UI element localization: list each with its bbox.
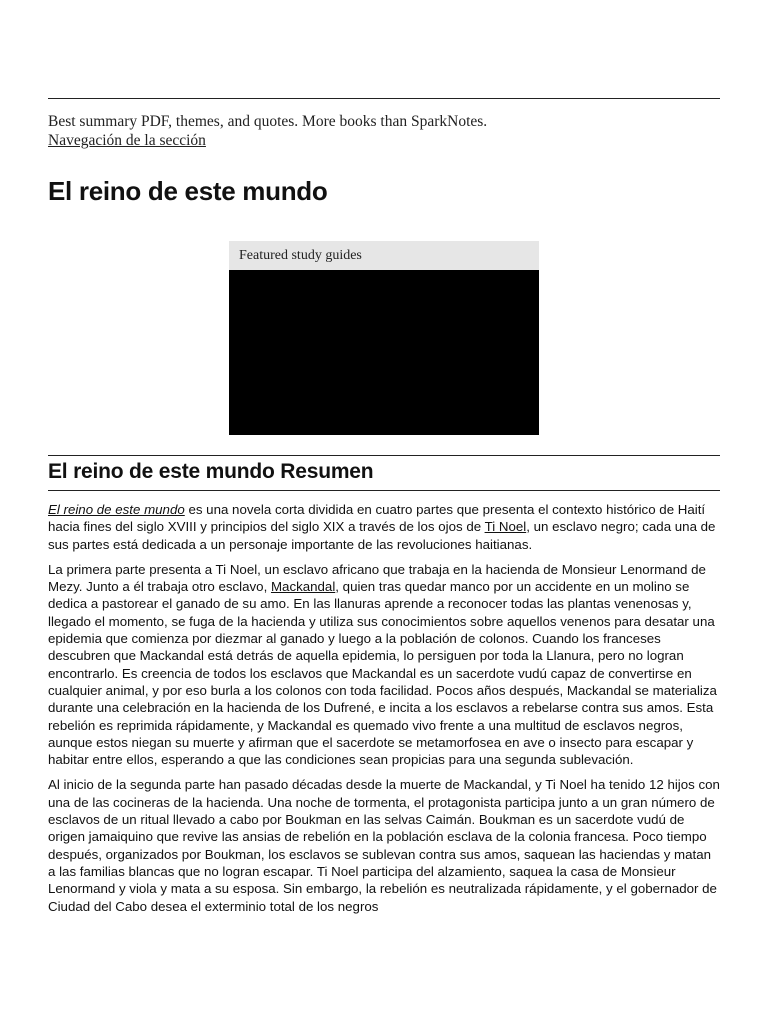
summary-heading: El reino de este mundo Resumen (48, 460, 374, 483)
featured-study-guides[interactable] (229, 241, 539, 435)
summary-paragraph-2 (48, 561, 720, 769)
featured-study-guides-label: Featured study guides (229, 241, 539, 270)
book-title-link[interactable]: El reino de este mundo (48, 502, 185, 517)
summary-bottom-divider (48, 490, 720, 491)
summary-paragraph-1 (48, 501, 720, 553)
summary-body (48, 501, 720, 923)
mackandal-link[interactable]: Mackandal (270, 579, 336, 595)
summary-paragraph-3: Al inicio de la segunda parte han pasado décadas desde la muerte de Mackandal, y Ti Noel ha tenido 12 hijos con una de las cocineras de la hacienda. Una noche de tormenta, el protagonista participa junto a un gran número de esclavos de un ritual llevado a cabo por Boukman en las selvas Caimán. Boukman es un sacerdote vudú de origen jamaiquino que revive las ansias de rebelión en la población esclava de la colonia francesa. Poco tiempo después, organizados por Boukman, los esclavos se sublevan contra sus amos, saquean las haciendas y matan a las familias blancas que no logran escapar. Ti Noel participa del alzamiento, saquea la casa de Monsieur Lenormand y viola y mata a su esposa. Sin embargo, la rebelión es neutralizada rápidamente, y el gobernador de Ciudad del Cabo desea el exterminio total de los negros (48, 777, 720, 914)
section-navigation-link[interactable]: Navegación de la sección (48, 132, 206, 149)
summary-top-divider (48, 455, 720, 456)
featured-video-area[interactable] (229, 270, 539, 435)
paragraph-2-text-a: La primera parte presenta a Ti Noel, un esclavo africano que trabaja en la hacienda de Monsieur Lenormand de Mezy. Junto a él trabaja otro esclavo, (48, 561, 706, 595)
site-tagline: Best summary PDF, themes, and quotes. More books than SparkNotes. (48, 113, 488, 130)
paragraph-1-text-a: es una novela corta dividida en cuatro partes que presenta el contexto histórico de Haití hacia fines del siglo XVIII y principios del siglo XIX a través de los ojos de (48, 502, 706, 535)
paragraph-2-text-b: , quien tras quedar manco por un accidente en un molino se dedica a pastorear el ganado de su amo. En las llanuras aprende a reconocer todas las plantas venenosas y, llegado el momento, se fuga de la hacienda y utiliza sus conocimientos sobre aquellos venenos para desatar una epidemia que comienza por diezmar al ganado y luego a la población de colonos. Cuando los franceses descubren que Mackandal está detrás de aquella epidemia, lo persiguen por toda la Llanura, pero no logran encontrarlo. Es creencia de todos los esclavos que Mackandal es un sacerdote vudú capaz de convertirse en cualquier animal, y por eso burla a los colonos con toda facilidad. Pocos años después, Mackandal se materializa durante una celebración en la hacienda de los Dufrené, e incita a los esclavos a rebelarse contra sus amos. Esta rebelión es reprimida rápidamente, y Mackandal es quemado vivo frente a una multitud de esclavos negros, aunque estos niegan su muerte y afirman que el sacerdote se metamorfosea en ave o insecto para escapar y habitar entre ellos, esperando a que las condiciones sean propicias para una segunda sublevación. (48, 579, 717, 768)
page-title: El reino de este mundo (48, 176, 328, 206)
top-divider (48, 98, 720, 99)
ti-noel-link[interactable]: Ti Noel (484, 519, 527, 535)
paragraph-1-text-b: , un esclavo negro; cada una de sus partes está dedicada a un personaje importante de las revoluciones haitianas. (48, 519, 716, 552)
